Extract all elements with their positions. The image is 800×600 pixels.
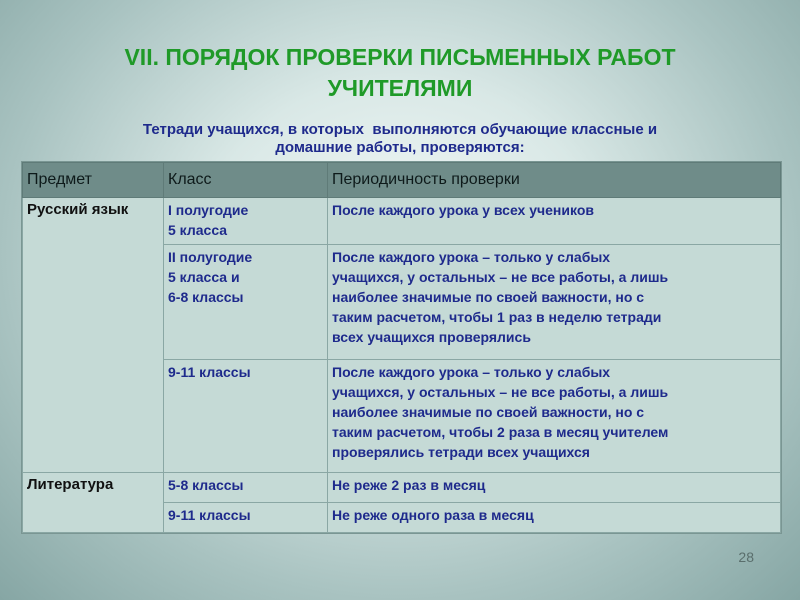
header-subject: Предмет — [23, 163, 164, 198]
page-number: 28 — [738, 549, 754, 565]
period-cell: После каждого урока у всех учеников — [328, 198, 781, 245]
header-period: Периодичность проверки — [328, 163, 781, 198]
subtitle-line-1: Тетради учащихся, в которых выполняются обучающие классные и — [142, 121, 658, 138]
period-cell: После каждого урока – только у слабых учащихся, у остальных – не все работы, а лишь наиболее значимые по своей важности, но с таким расчетом, чтобы 1 раз в неделю тетради всех учащихся проверялись — [328, 245, 781, 360]
table-header-row — [23, 163, 781, 198]
title-line-1: VII. ПОРЯДОК ПРОВЕРКИ ПИСЬМЕННЫХ РАБОТ — [124, 44, 676, 70]
subtitle-line-2: домашние работы, проверяются: — [275, 139, 525, 156]
class-cell: 9-11 классы — [164, 503, 328, 533]
subject-literature: Литература — [23, 473, 164, 533]
class-cell: 5-8 классы — [164, 473, 328, 503]
check-schedule-table — [22, 162, 781, 533]
period-cell: Не реже одного раза в месяц — [328, 503, 781, 533]
subject-russian: Русский язык — [23, 198, 164, 473]
class-cell: II полугодие 5 класса и 6-8 классы — [164, 245, 328, 360]
slide-subtitle — [60, 121, 740, 157]
period-cell: После каждого урока – только у слабых учащихся, у остальных – не все работы, а лишь наиболее значимые по своей важности, но с таким расчетом, чтобы 2 раза в месяц учителем проверялись тетради всех учащихся — [328, 360, 781, 473]
slide-title — [40, 42, 760, 104]
title-line-2: УЧИТЕЛЯМИ — [327, 75, 473, 101]
period-cell: Не реже 2 раз в месяц — [328, 473, 781, 503]
table-row — [23, 473, 781, 503]
header-class: Класс — [164, 163, 328, 198]
table-row — [23, 198, 781, 245]
class-cell: 9-11 классы — [164, 360, 328, 473]
class-cell: I полугодие 5 класса — [164, 198, 328, 245]
